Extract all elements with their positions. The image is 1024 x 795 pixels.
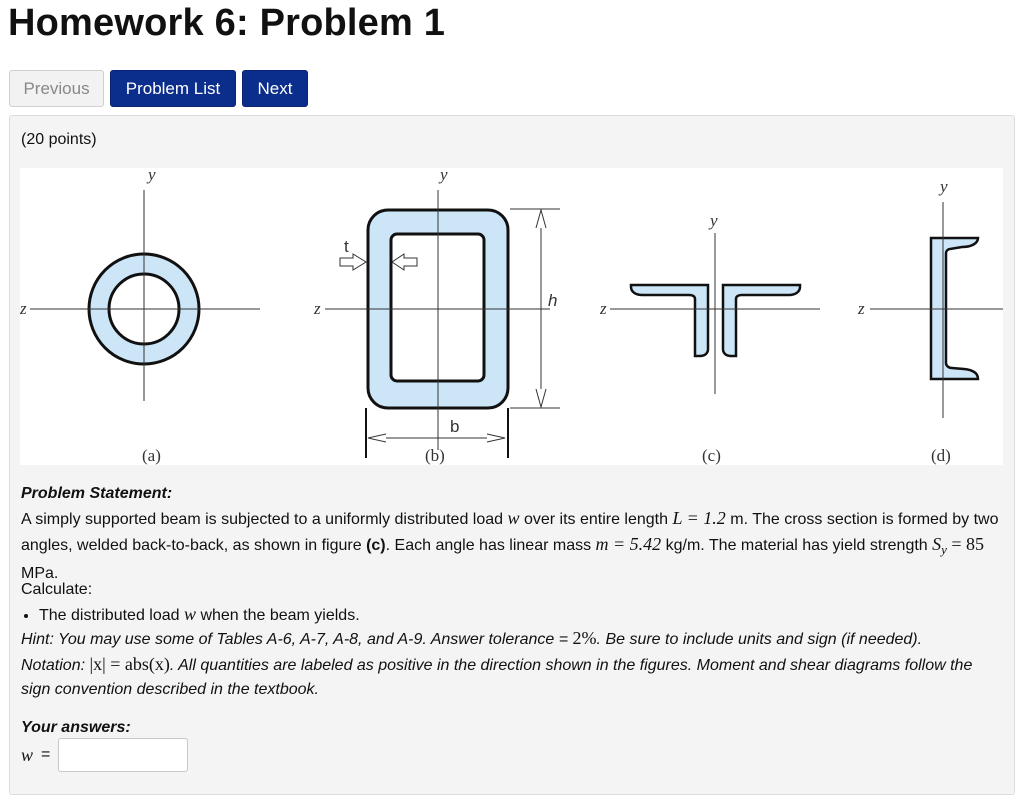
problem-list-button[interactable]: Problem List: [110, 70, 236, 107]
previous-button[interactable]: Previous: [9, 70, 104, 107]
problem-statement: A simply supported beam is subjected to a uniformly distributed load w over its entire length L = 1.2 m. The cross section is formed by two angles, welded back-to-back, as shown in figure (c). Each angle has linear mass m = 5.42 kg/m. The material has yield strength $S_y = 85$ MPa.: [21, 508, 999, 583]
figure-c-z-label: z: [600, 299, 607, 318]
figure-a-caption: (a): [142, 446, 161, 465]
figure-b-caption: (b): [425, 446, 445, 465]
figure-a: [20, 168, 260, 465]
problem-nav: [9, 70, 308, 107]
calculate-label: Calculate:: [21, 581, 93, 598]
figure-c: [599, 211, 820, 465]
answers-heading: Your answers:: [21, 719, 131, 736]
figure-d-y-label: y: [940, 177, 948, 196]
answer-input[interactable]: [58, 738, 188, 772]
page-title: Homework 6: Problem 1: [8, 2, 446, 44]
figure-d-z-label: z: [858, 299, 865, 318]
figure-b-z-label: z: [314, 299, 321, 318]
points-label: (20 points): [21, 131, 97, 148]
problem-panel: [9, 115, 1015, 795]
answer-label: w: [21, 744, 34, 765]
figure-b-y-label: y: [440, 168, 448, 184]
figure-a-y-label: y: [148, 168, 156, 184]
answer-row: [21, 738, 188, 772]
hint-text: Hint: You may use some of Tables A-6, A-7, A-8, and A-9. Answer tolerance = 2%. Be sure to include units and sign (if needed). Notation: |x| = abs(x). All quantities are labeled as positive in the direction shown in the figures. Moment and shear diagrams follow the sign convention described in the textbook.: [21, 628, 973, 698]
answer-equals: =: [41, 746, 51, 763]
figure-d: [857, 177, 1003, 465]
figure-c-caption: (c): [702, 446, 721, 465]
cross-section-figure: [20, 168, 1003, 465]
task-list: [21, 602, 1006, 628]
figure-b: [313, 168, 560, 465]
figure-d-caption: (d): [931, 446, 951, 465]
task-item: • The distributed load w when the beam yields.: [39, 602, 1006, 628]
height-label: h: [548, 291, 558, 310]
statement-heading: Problem Statement:: [21, 485, 173, 502]
thickness-label: t: [344, 237, 349, 256]
figure-c-y-label: y: [710, 211, 718, 230]
width-label: b: [450, 417, 460, 436]
next-button[interactable]: Next: [242, 70, 308, 107]
figure-a-z-label: z: [20, 299, 27, 318]
